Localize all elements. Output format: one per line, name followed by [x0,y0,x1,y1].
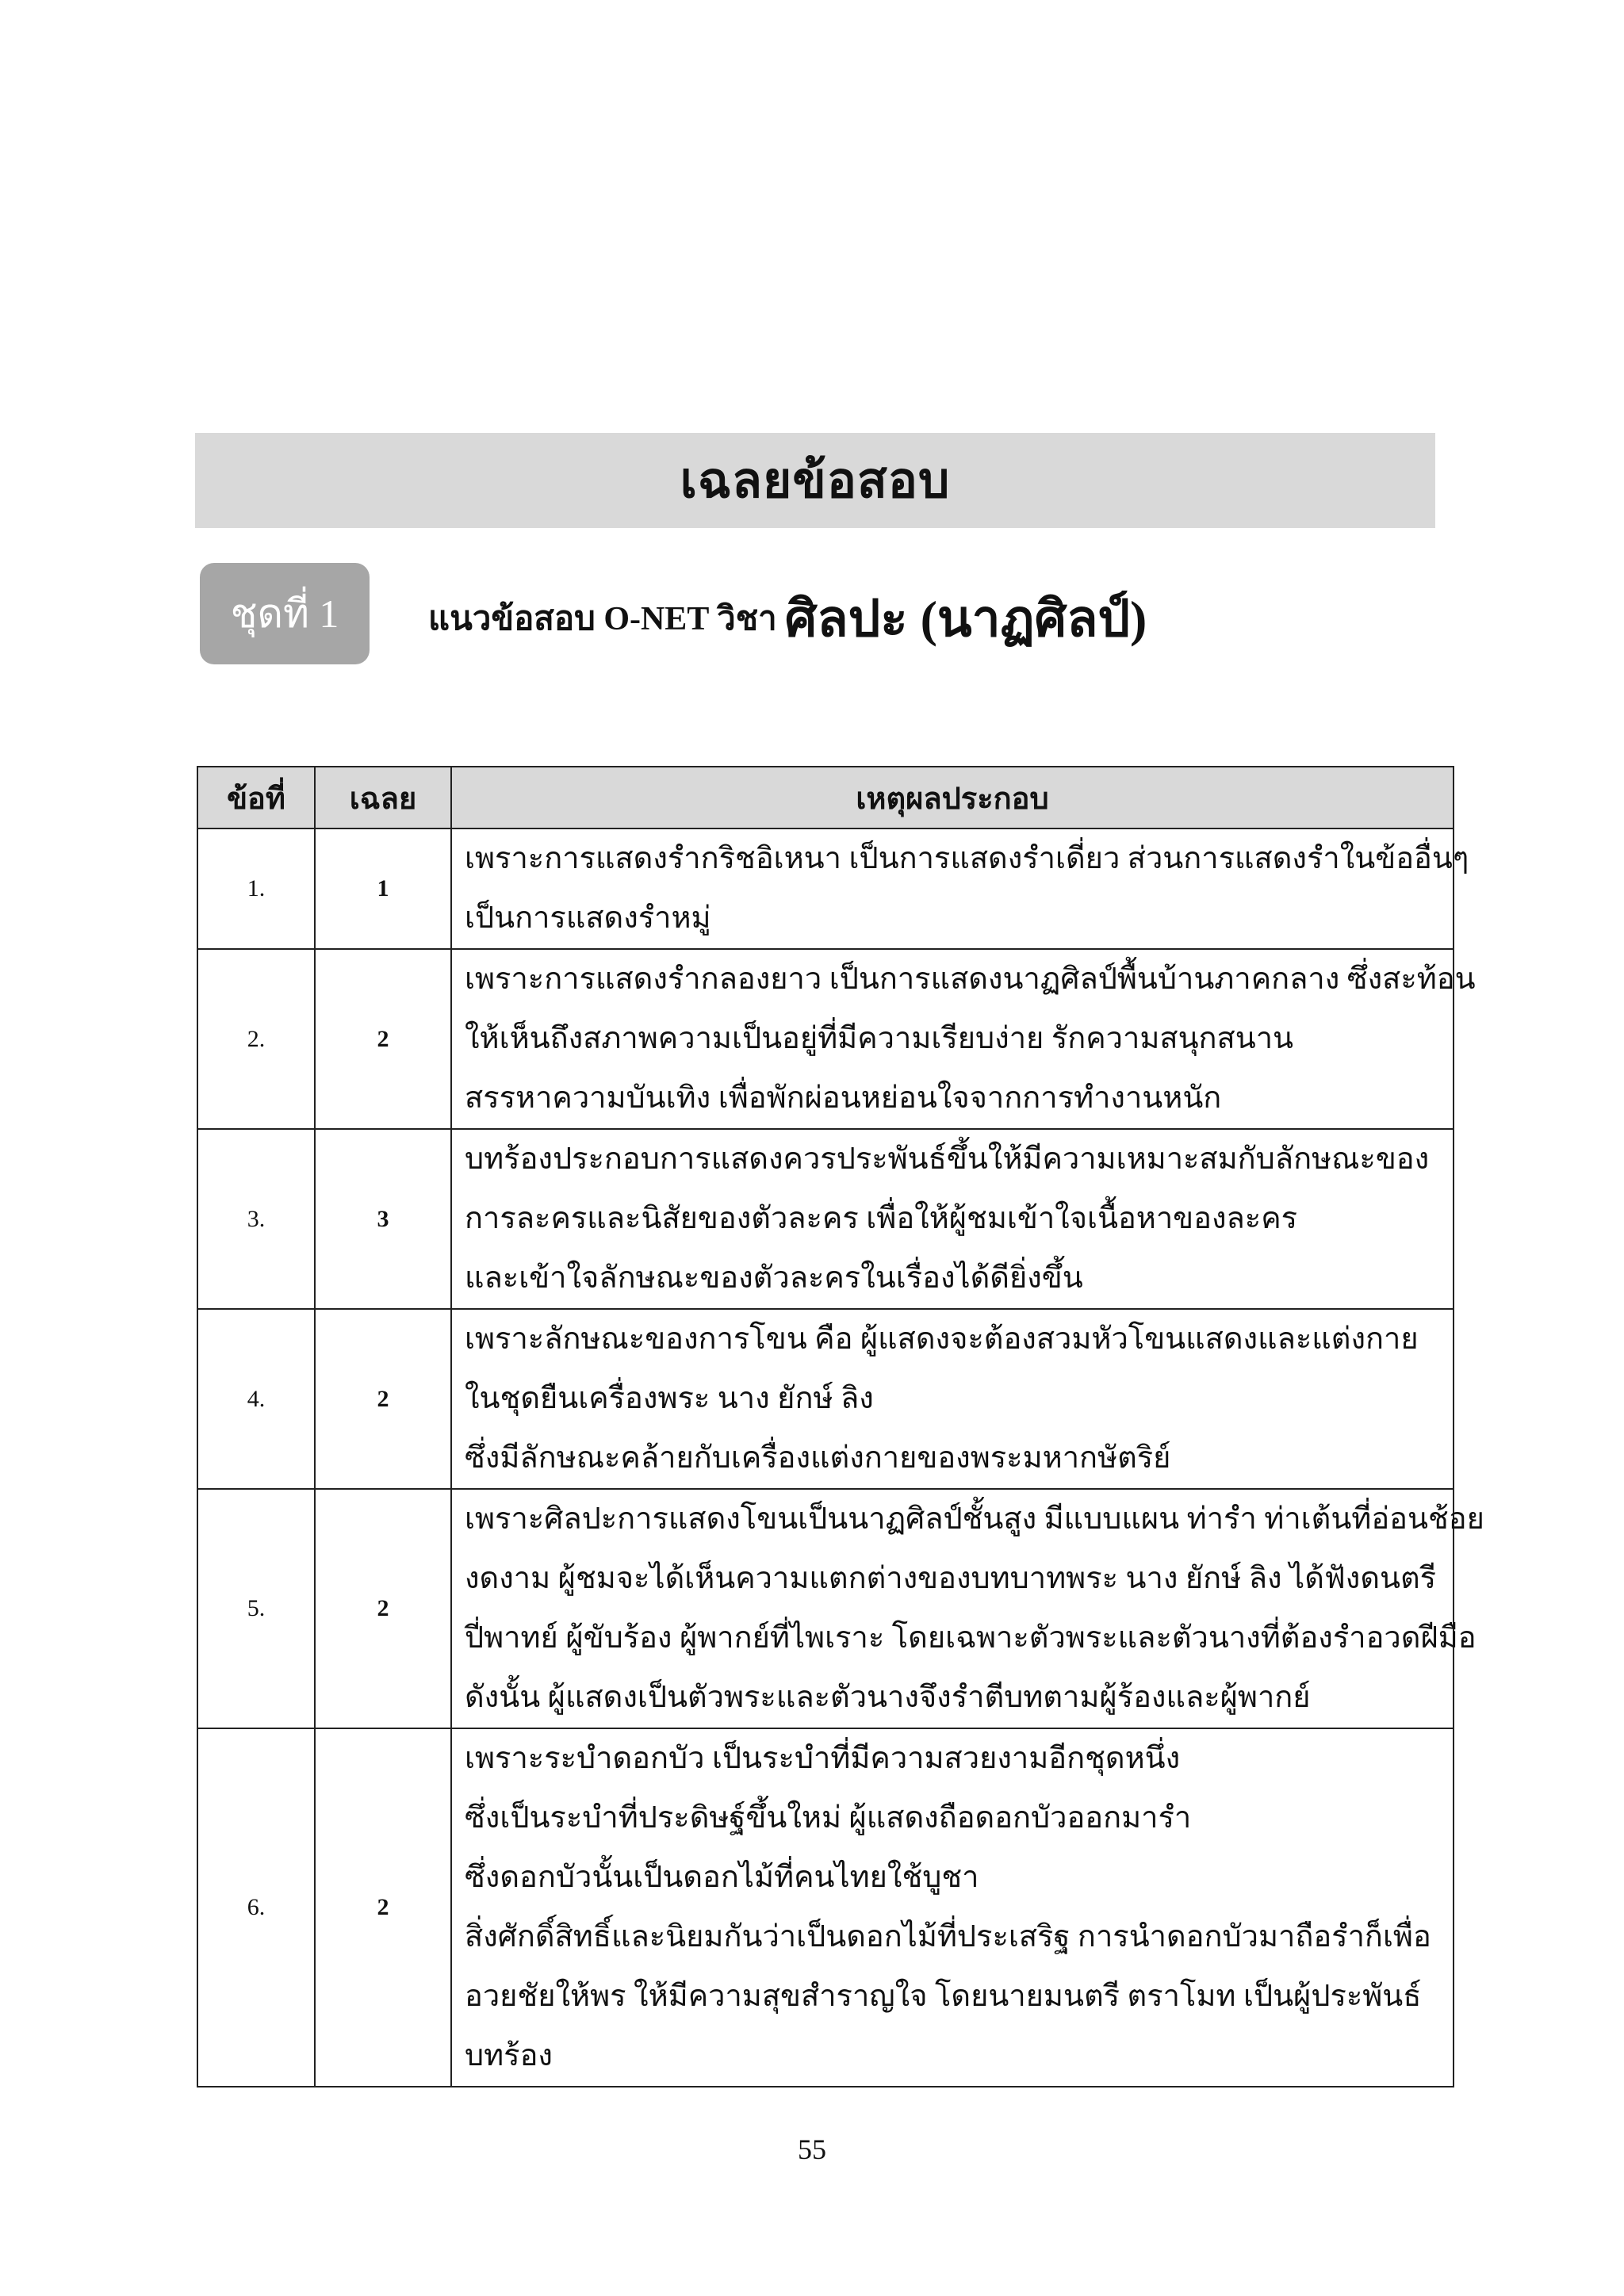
table-row [197,1309,1454,1489]
reason-cell [451,1309,1454,1489]
reason-line: อวยชัยให้พร ให้มีความสุขสำราญใจ โดยนายมนตรี ตราโมท เป็นผู้ประพันธ์ [465,1980,1422,2013]
answer-value: 1 [315,828,451,949]
reason-line: ในชุดยืนเครื่องพระ นาง ยักษ์ ลิง [465,1382,874,1415]
exam-subtitle [428,579,1147,658]
reason-line: ดังนั้น ผู้แสดงเป็นตัวพระและตัวนางจึงรำตีบทตามผู้ร้องและผู้พากย์ [465,1681,1311,1714]
answer-value: 2 [315,1728,451,2087]
question-number: 1. [197,828,315,949]
reason-line: การละครและนิสัยของตัวละคร เพื่อให้ผู้ชมเข้าใจเนื้อหาของละคร [465,1202,1298,1235]
header-reason: เหตุผลประกอบ [451,767,1454,828]
reason-line: เพราะการแสดงรำกริชอิเหนา เป็นการแสดงรำเดี่ยว ส่วนการแสดงรำในข้ออื่นๆ [465,842,1469,875]
reason-line: สิ่งศักดิ์สิทธิ์และนิยมกันว่าเป็นดอกไม้ที่ประเสริฐ การนำดอกบัวมาถือรำก็เพื่อ [465,1920,1431,1954]
reason-line: สรรหาความบันเทิง เพื่อพักผ่อนหย่อนใจจากการทำงานหนัก [465,1081,1222,1115]
header-answer: เฉลย [315,767,451,828]
reason-line: ซึ่งเป็นระบำที่ประดิษฐ์ขึ้นใหม่ ผู้แสดงถือดอกบัวออกมารำ [465,1801,1192,1835]
reason-cell [451,1728,1454,2087]
answer-value: 2 [315,949,451,1129]
reason-line: เป็นการแสดงรำหมู่ [465,901,711,935]
set-badge: ชุดที่ 1 [200,563,370,664]
reason-line: ซึ่งดอกบัวนั้นเป็นดอกไม้ที่คนไทยใช้บูชา [465,1861,979,1894]
header-question-number: ข้อที่ [197,767,315,828]
answer-value: 2 [315,1489,451,1728]
table-header-row [197,767,1454,828]
question-number: 3. [197,1129,315,1309]
reason-cell [451,1129,1454,1309]
reason-line: และเข้าใจลักษณะของตัวละครในเรื่องได้ดียิ่งขึ้น [465,1261,1083,1295]
answer-table [197,766,1484,2087]
page-number: 55 [798,2133,826,2165]
answer-key-title-bar [195,433,1435,528]
subtitle-prefix: แนวข้อสอบ O-NET วิชา [428,601,777,637]
reason-cell [451,949,1476,1129]
page-title: เฉลยข้อสอบ [680,454,951,508]
question-number: 6. [197,1728,315,2087]
reason-line: เพราะลักษณะของการโขน คือ ผู้แสดงจะต้องสวมหัวโขนแสดงและแต่งกาย [465,1322,1419,1356]
reason-line: ให้เห็นถึงสภาพความเป็นอยู่ที่มีความเรียบง่าย รักความสนุกสนาน [465,1022,1294,1055]
subtitle-subject: ศิลปะ (นาฏศิลป์) [784,591,1147,647]
answer-value: 3 [315,1129,451,1309]
table-row [197,828,1454,949]
reason-line: เพราะศิลปะการแสดงโขนเป็นนาฏศิลป์ชั้นสูง มีแบบแผน ท่ารำ ท่าเต้นที่อ่อนช้อย [465,1502,1484,1536]
question-number: 2. [197,949,315,1129]
answer-value: 2 [315,1309,451,1489]
reason-line: เพราะการแสดงรำกลองยาว เป็นการแสดงนาฏศิลป์พื้นบ้านภาคกลาง ซึ่งสะท้อน [465,962,1476,996]
table-row [197,1728,1454,2087]
question-number: 4. [197,1309,315,1489]
reason-line: เพราะระบำดอกบัว เป็นระบำที่มีความสวยงามอีกชุดหนึ่ง [465,1742,1181,1775]
reason-line: ซึ่งมีลักษณะคล้ายกับเครื่องแต่งกายของพระมหากษัตริย์ [465,1441,1171,1475]
table-row [197,1489,1454,1728]
reason-line: ปี่พาทย์ ผู้ขับร้อง ผู้พากย์ที่ไพเราะ โดยเฉพาะตัวพระและตัวนางที่ต้องรำอวดฝีมือ [465,1621,1477,1655]
reason-line: งดงาม ผู้ชมจะได้เห็นความแตกต่างของบทบาทพระ นาง ยักษ์ ลิง ได้ฟังดนตรี [465,1562,1437,1595]
table-row [197,949,1454,1129]
reason-cell [451,1489,1484,1728]
reason-line: บทร้องประกอบการแสดงควรประพันธ์ขึ้นให้มีความเหมาะสมกับลักษณะของ [465,1142,1430,1176]
question-number: 5. [197,1489,315,1728]
reason-cell [451,828,1469,949]
table-row [197,1129,1454,1309]
reason-line: บทร้อง [465,2039,553,2072]
